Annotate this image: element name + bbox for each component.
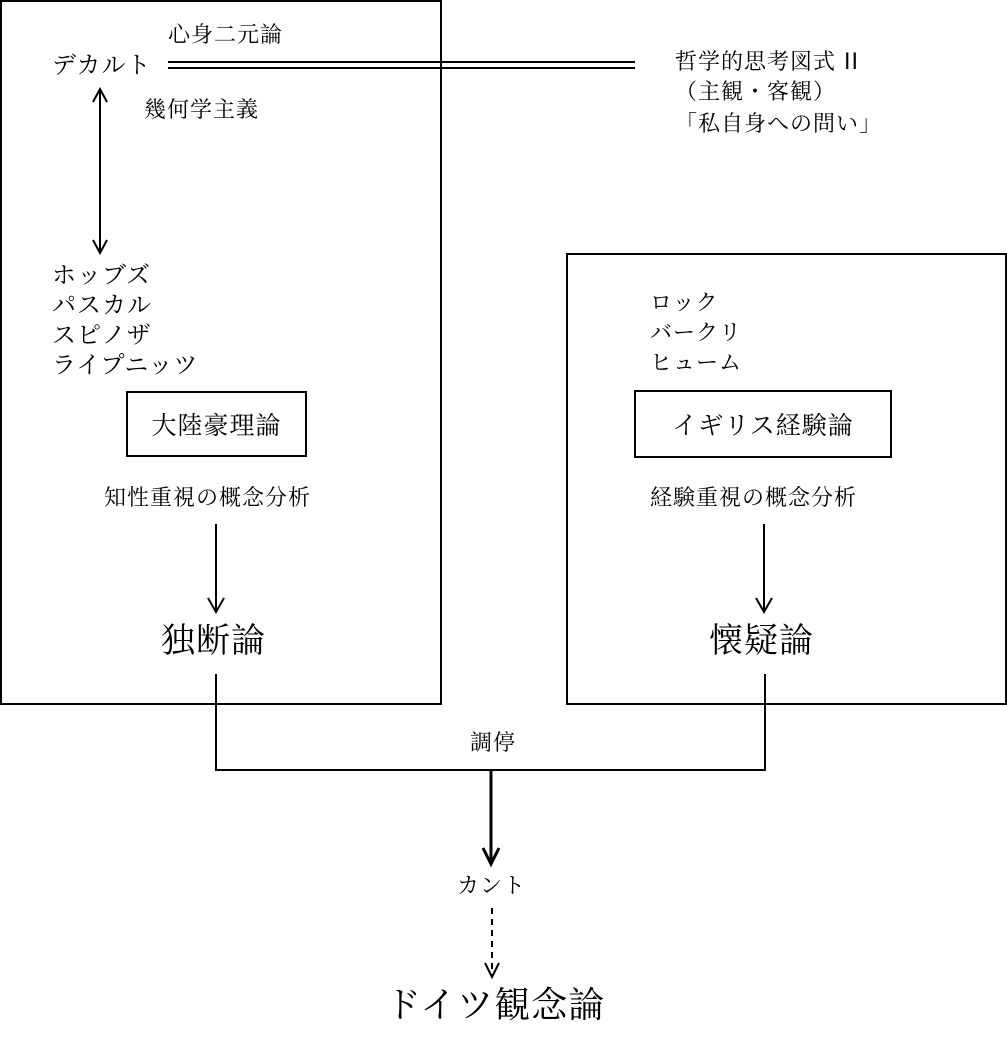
arrow-to-skepticism	[756, 524, 772, 612]
arrow-to-dogmatism	[208, 524, 224, 612]
philosopher-locke: ロック	[650, 291, 719, 316]
philosopher-pascal: パスカル	[52, 291, 152, 319]
schema-line-1: 哲学的思考図式 II	[675, 50, 859, 75]
geometric-method-label: 幾何学主義	[144, 98, 260, 123]
philosopher-leibniz: ライプニッツ	[52, 351, 199, 379]
arrow-to-kant	[483, 770, 499, 864]
double-line-connector	[168, 62, 635, 68]
bidirectional-arrow	[93, 89, 107, 253]
german-idealism-label: ドイツ観念論	[385, 985, 606, 1026]
schema-line-3: 「私自身への問い」	[675, 112, 883, 137]
descartes-label: デカルト	[52, 51, 152, 79]
british-empiricism-box: イギリス経験論	[634, 390, 892, 458]
schema-line-2: （主観・客観）	[675, 80, 837, 105]
dogmatism-label: 独断論	[161, 621, 266, 661]
mediation-label: 調停	[470, 731, 517, 756]
philosopher-hume: ヒューム	[650, 351, 743, 376]
mind-body-dualism-label: 心身二元論	[168, 23, 284, 48]
philosopher-spinoza: スピノザ	[52, 321, 152, 349]
skepticism-label: 懐疑論	[709, 621, 814, 661]
philosopher-hobbes: ホッブズ	[52, 261, 152, 289]
kant-label: カント	[457, 874, 527, 899]
philosopher-berkeley: バークリ	[650, 321, 743, 346]
rationalism-method-label: 知性重視の概念分析	[104, 486, 312, 511]
dashed-arrow-to-german-idealism	[485, 908, 499, 977]
continental-rationalism-box: 大陸豪理論	[126, 391, 307, 457]
empiricism-method-label: 経験重視の概念分析	[650, 486, 858, 511]
